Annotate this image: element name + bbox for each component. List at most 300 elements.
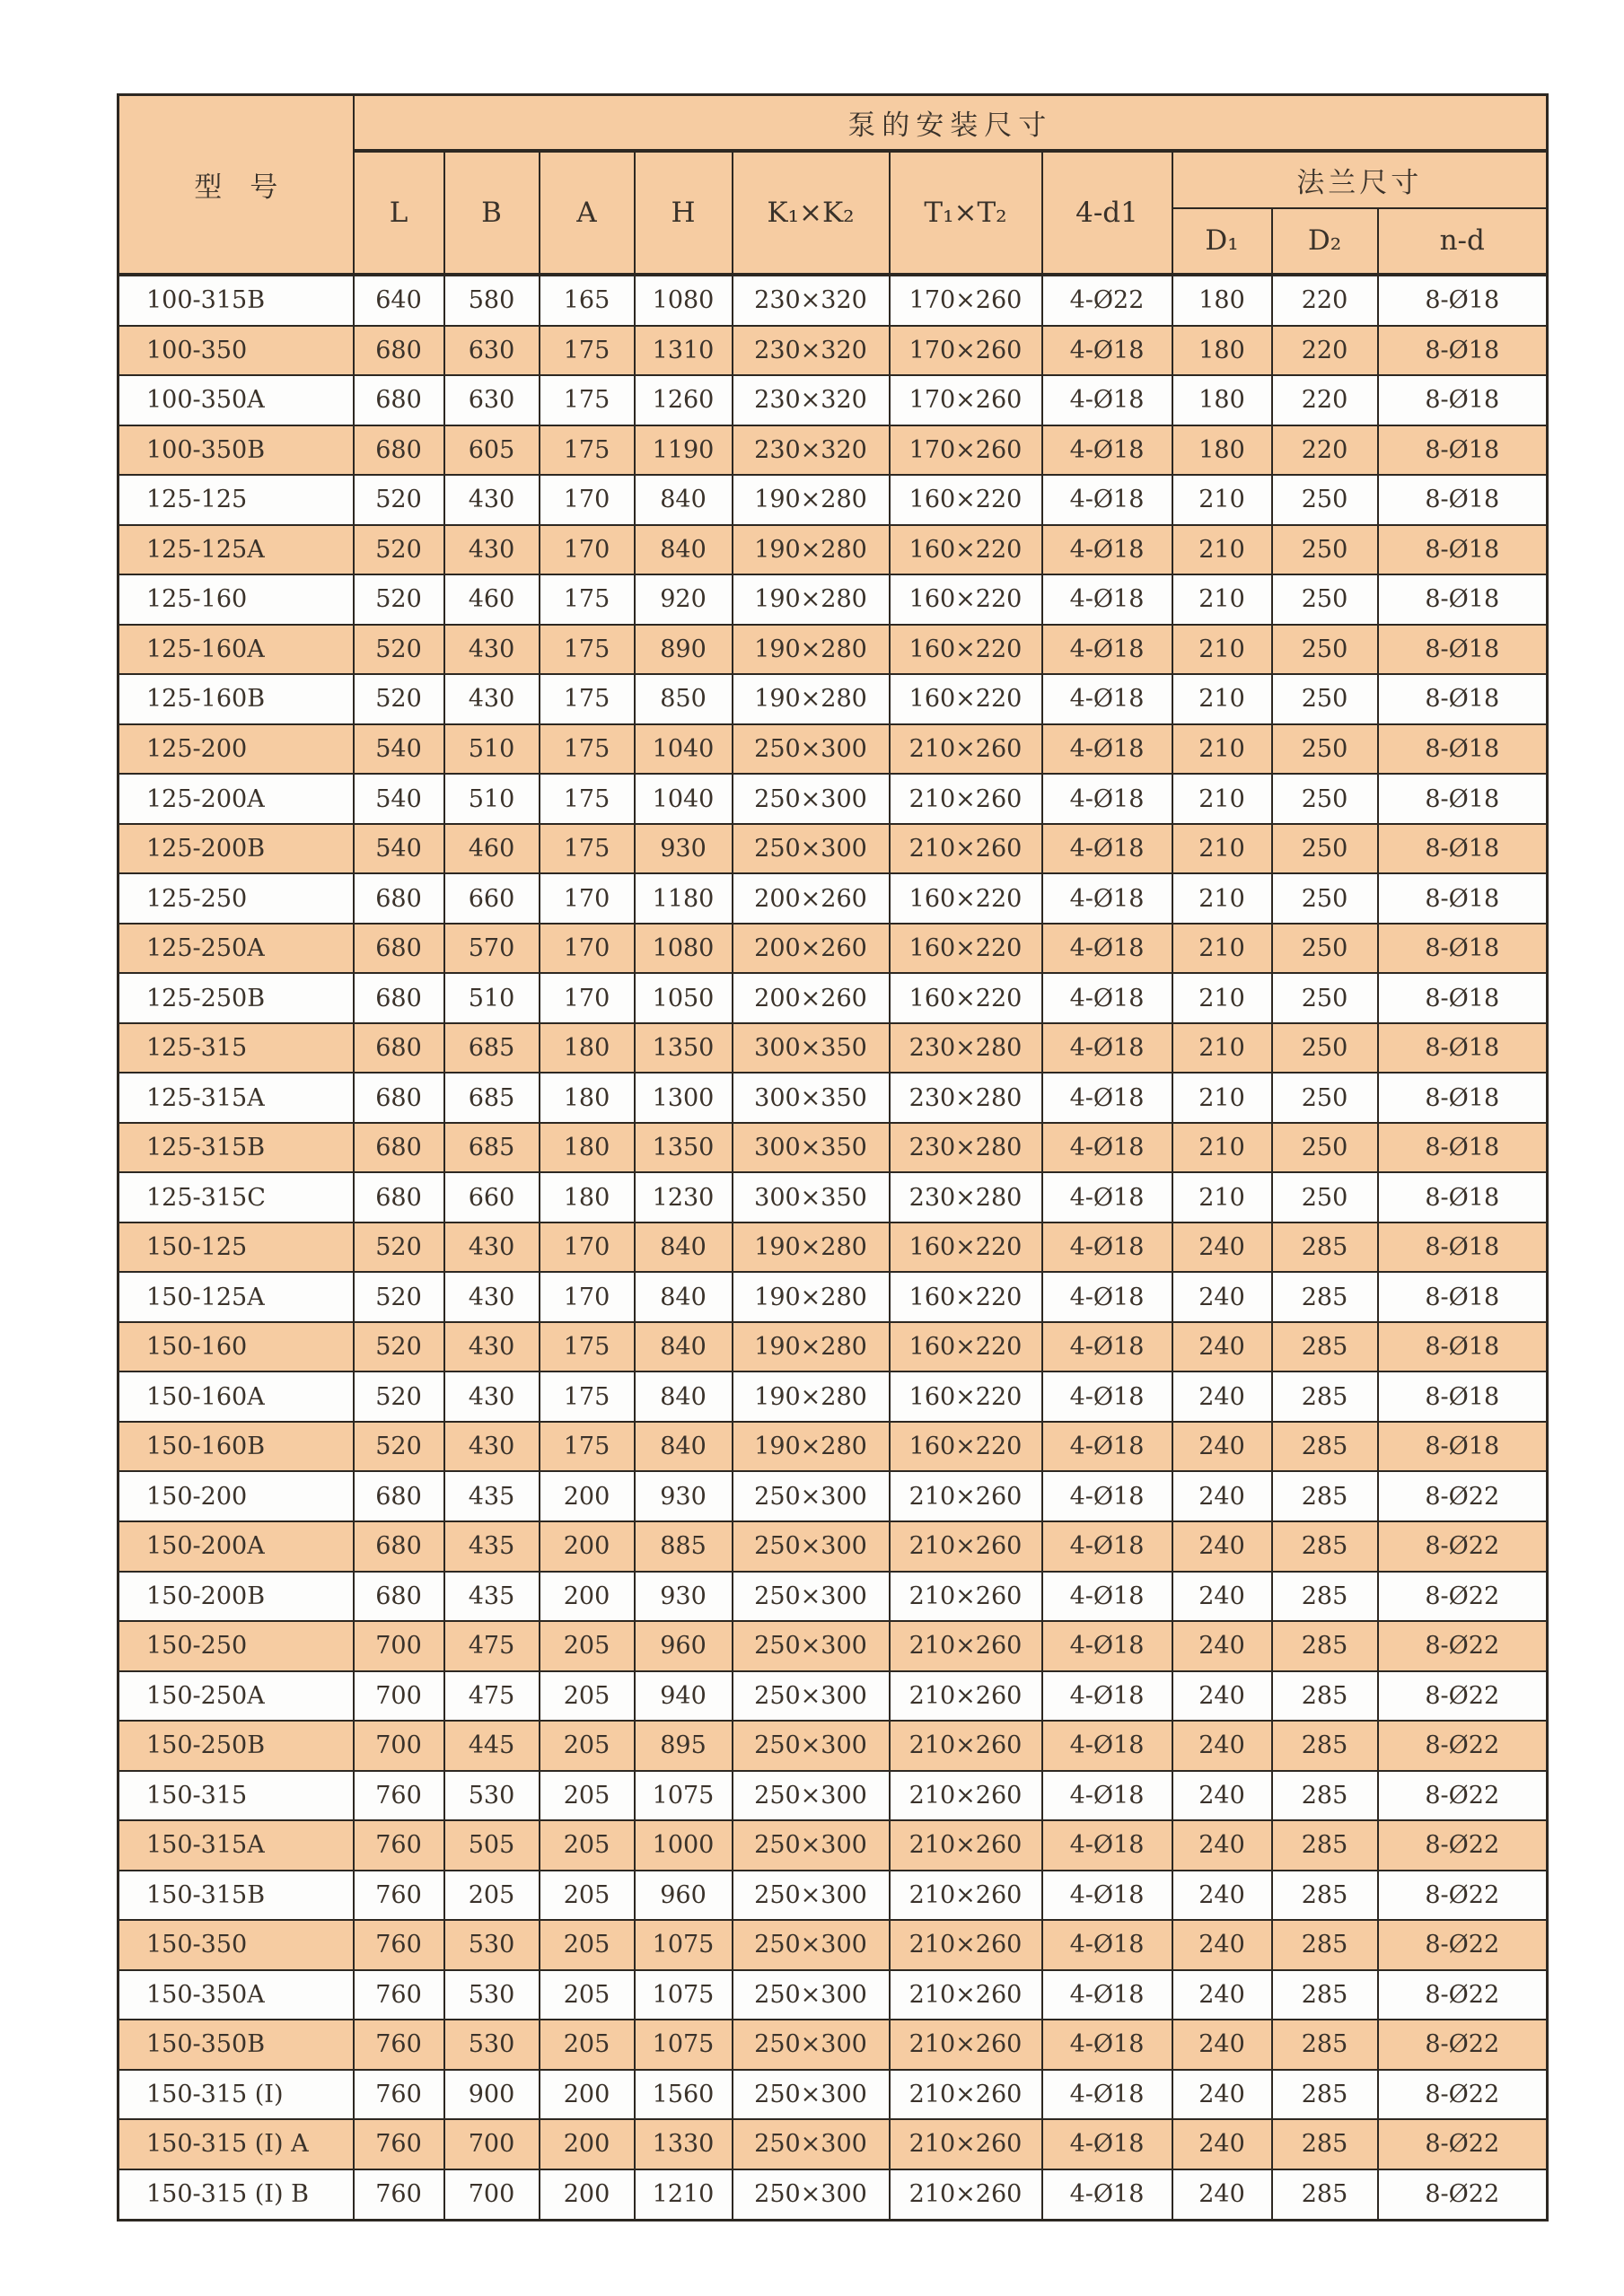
value-cell: 230×320 [733, 326, 890, 376]
value-cell: 8-Ø18 [1378, 1222, 1548, 1273]
value-cell: 300×350 [733, 1172, 890, 1222]
value-cell: 190×280 [733, 1422, 890, 1472]
value-cell: 210×260 [890, 1871, 1042, 1921]
value-cell: 510 [444, 774, 540, 824]
value-cell: 230×320 [733, 375, 890, 425]
header-col-T1xT2: T₁×T₂ [890, 151, 1042, 275]
value-cell: 8-Ø18 [1378, 1023, 1548, 1074]
value-cell: 4-Ø18 [1042, 1023, 1172, 1074]
value-cell: 240 [1172, 1572, 1272, 1622]
value-cell: 210×260 [890, 824, 1042, 874]
value-cell: 220 [1272, 375, 1378, 425]
value-cell: 680 [354, 326, 444, 376]
value-cell: 8-Ø18 [1378, 275, 1548, 326]
value-cell: 680 [354, 924, 444, 974]
value-cell: 430 [444, 674, 540, 724]
value-cell: 435 [444, 1572, 540, 1622]
value-cell: 170 [540, 1222, 635, 1273]
table-row [119, 674, 1548, 724]
value-cell: 4-Ø18 [1042, 1920, 1172, 1970]
value-cell: 760 [354, 2169, 444, 2221]
model-cell: 125-250 [119, 873, 354, 924]
value-cell: 680 [354, 1471, 444, 1521]
value-cell: 430 [444, 1422, 540, 1472]
value-cell: 605 [444, 425, 540, 476]
value-cell: 760 [354, 1920, 444, 1970]
value-cell: 200 [540, 1471, 635, 1521]
value-cell: 230×280 [890, 1023, 1042, 1074]
value-cell: 250 [1272, 1172, 1378, 1222]
value-cell: 1330 [635, 2119, 733, 2169]
value-cell: 4-Ø18 [1042, 1871, 1172, 1921]
value-cell: 430 [444, 1272, 540, 1322]
model-cell: 100-350A [119, 375, 354, 425]
value-cell: 1050 [635, 973, 733, 1023]
value-cell: 8-Ø18 [1378, 873, 1548, 924]
value-cell: 240 [1172, 1920, 1272, 1970]
value-cell: 840 [635, 1422, 733, 1472]
value-cell: 4-Ø18 [1042, 973, 1172, 1023]
header-col-K1xK2: K₁×K₂ [733, 151, 890, 275]
value-cell: 250×300 [733, 2169, 890, 2221]
value-cell: 4-Ø18 [1042, 475, 1172, 525]
value-cell: 4-Ø18 [1042, 1671, 1172, 1722]
table-row [119, 1572, 1548, 1622]
value-cell: 4-Ø18 [1042, 1322, 1172, 1372]
value-cell: 205 [444, 1871, 540, 1921]
table-row [119, 1023, 1548, 1074]
value-cell: 760 [354, 1970, 444, 2020]
value-cell: 840 [635, 1272, 733, 1322]
value-cell: 250 [1272, 973, 1378, 1023]
header-col-4-d1: 4-d1 [1042, 151, 1172, 275]
value-cell: 4-Ø18 [1042, 924, 1172, 974]
value-cell: 210×260 [890, 1970, 1042, 2020]
value-cell: 210 [1172, 724, 1272, 775]
value-cell: 680 [354, 1123, 444, 1173]
value-cell: 240 [1172, 1521, 1272, 1572]
value-cell: 540 [354, 824, 444, 874]
value-cell: 4-Ø18 [1042, 1172, 1172, 1222]
table-row [119, 1920, 1548, 1970]
value-cell: 1190 [635, 425, 733, 476]
value-cell: 430 [444, 1371, 540, 1422]
value-cell: 175 [540, 574, 635, 625]
table-row [119, 1073, 1548, 1123]
value-cell: 8-Ø22 [1378, 1970, 1548, 2020]
value-cell: 8-Ø18 [1378, 1371, 1548, 1422]
value-cell: 180 [1172, 375, 1272, 425]
value-cell: 4-Ø18 [1042, 1073, 1172, 1123]
value-cell: 240 [1172, 1970, 1272, 2020]
value-cell: 285 [1272, 1471, 1378, 1521]
value-cell: 210×260 [890, 2169, 1042, 2221]
value-cell: 240 [1172, 1272, 1272, 1322]
value-cell: 1260 [635, 375, 733, 425]
value-cell: 520 [354, 1272, 444, 1322]
value-cell: 210 [1172, 1123, 1272, 1173]
value-cell: 230×320 [733, 425, 890, 476]
value-cell: 210 [1172, 973, 1272, 1023]
value-cell: 180 [1172, 326, 1272, 376]
value-cell: 250 [1272, 674, 1378, 724]
value-cell: 8-Ø22 [1378, 1521, 1548, 1572]
model-cell: 150-125 [119, 1222, 354, 1273]
value-cell: 240 [1172, 1222, 1272, 1273]
value-cell: 4-Ø18 [1042, 674, 1172, 724]
value-cell: 240 [1172, 2020, 1272, 2070]
value-cell: 210 [1172, 625, 1272, 675]
value-cell: 285 [1272, 1572, 1378, 1622]
value-cell: 175 [540, 326, 635, 376]
value-cell: 240 [1172, 1422, 1272, 1472]
value-cell: 4-Ø18 [1042, 425, 1172, 476]
value-cell: 8-Ø18 [1378, 774, 1548, 824]
value-cell: 4-Ø18 [1042, 574, 1172, 625]
model-cell: 125-200 [119, 724, 354, 775]
value-cell: 8-Ø22 [1378, 1621, 1548, 1671]
table-row [119, 574, 1548, 625]
value-cell: 530 [444, 1771, 540, 1821]
value-cell: 175 [540, 674, 635, 724]
value-cell: 250×300 [733, 1572, 890, 1622]
value-cell: 200×260 [733, 873, 890, 924]
value-cell: 200×260 [733, 924, 890, 974]
value-cell: 285 [1272, 1621, 1378, 1671]
value-cell: 250×300 [733, 2070, 890, 2120]
value-cell: 190×280 [733, 674, 890, 724]
value-cell: 680 [354, 1073, 444, 1123]
table-row [119, 1671, 1548, 1722]
value-cell: 4-Ø18 [1042, 1572, 1172, 1622]
table-row [119, 1272, 1548, 1322]
value-cell: 840 [635, 1322, 733, 1372]
table-row [119, 1771, 1548, 1821]
table-row [119, 1521, 1548, 1572]
value-cell: 8-Ø22 [1378, 1471, 1548, 1521]
value-cell: 205 [540, 1871, 635, 1921]
table-row [119, 326, 1548, 376]
value-cell: 250×300 [733, 824, 890, 874]
value-cell: 930 [635, 1572, 733, 1622]
model-cell: 150-350B [119, 2020, 354, 2070]
table-row [119, 924, 1548, 974]
value-cell: 8-Ø22 [1378, 1871, 1548, 1921]
value-cell: 175 [540, 1322, 635, 1372]
model-cell: 125-315B [119, 1123, 354, 1173]
value-cell: 1350 [635, 1023, 733, 1074]
value-cell: 8-Ø18 [1378, 326, 1548, 376]
value-cell: 1080 [635, 924, 733, 974]
value-cell: 430 [444, 1322, 540, 1372]
value-cell: 840 [635, 1222, 733, 1273]
model-cell: 100-350 [119, 326, 354, 376]
header-row-1 [119, 95, 1548, 151]
value-cell: 240 [1172, 2070, 1272, 2120]
value-cell: 1300 [635, 1073, 733, 1123]
value-cell: 300×350 [733, 1073, 890, 1123]
model-cell: 150-160A [119, 1371, 354, 1422]
table-row [119, 1123, 1548, 1173]
value-cell: 4-Ø18 [1042, 2070, 1172, 2120]
value-cell: 210×260 [890, 1621, 1042, 1671]
value-cell: 180 [540, 1172, 635, 1222]
table-header [119, 95, 1548, 275]
value-cell: 250×300 [733, 1521, 890, 1572]
value-cell: 175 [540, 774, 635, 824]
value-cell: 285 [1272, 2119, 1378, 2169]
table-row [119, 475, 1548, 525]
value-cell: 180 [540, 1023, 635, 1074]
value-cell: 190×280 [733, 574, 890, 625]
value-cell: 250×300 [733, 1771, 890, 1821]
value-cell: 250 [1272, 724, 1378, 775]
value-cell: 160×220 [890, 574, 1042, 625]
value-cell: 630 [444, 375, 540, 425]
value-cell: 285 [1272, 2169, 1378, 2221]
model-cell: 125-250B [119, 973, 354, 1023]
value-cell: 210×260 [890, 724, 1042, 775]
value-cell: 530 [444, 1970, 540, 2020]
value-cell: 430 [444, 625, 540, 675]
value-cell: 895 [635, 1721, 733, 1771]
table-row [119, 724, 1548, 775]
value-cell: 8-Ø18 [1378, 625, 1548, 675]
value-cell: 160×220 [890, 525, 1042, 575]
value-cell: 220 [1272, 326, 1378, 376]
value-cell: 920 [635, 574, 733, 625]
value-cell: 230×280 [890, 1172, 1042, 1222]
table-row [119, 973, 1548, 1023]
header-flange-dimensions: 法兰尺寸 [1172, 151, 1548, 208]
value-cell: 175 [540, 1422, 635, 1472]
value-cell: 760 [354, 1871, 444, 1921]
value-cell: 175 [540, 375, 635, 425]
value-cell: 200 [540, 2169, 635, 2221]
table-row [119, 1970, 1548, 2020]
value-cell: 900 [444, 2070, 540, 2120]
value-cell: 680 [354, 973, 444, 1023]
table-row [119, 375, 1548, 425]
value-cell: 1075 [635, 1920, 733, 1970]
value-cell: 8-Ø18 [1378, 1272, 1548, 1322]
value-cell: 680 [354, 1572, 444, 1622]
value-cell: 250 [1272, 924, 1378, 974]
value-cell: 250 [1272, 525, 1378, 575]
value-cell: 160×220 [890, 1272, 1042, 1322]
value-cell: 210 [1172, 574, 1272, 625]
value-cell: 8-Ø18 [1378, 724, 1548, 775]
value-cell: 240 [1172, 2169, 1272, 2221]
value-cell: 190×280 [733, 525, 890, 575]
value-cell: 1075 [635, 1970, 733, 2020]
model-cell: 125-160 [119, 574, 354, 625]
value-cell: 1230 [635, 1172, 733, 1222]
table-row [119, 824, 1548, 874]
model-cell: 100-350B [119, 425, 354, 476]
value-cell: 4-Ø18 [1042, 1820, 1172, 1871]
value-cell: 250×300 [733, 1721, 890, 1771]
value-cell: 890 [635, 625, 733, 675]
value-cell: 205 [540, 1721, 635, 1771]
table-row [119, 525, 1548, 575]
model-cell: 125-125A [119, 525, 354, 575]
value-cell: 540 [354, 724, 444, 775]
value-cell: 700 [354, 1671, 444, 1722]
value-cell: 530 [444, 1920, 540, 1970]
value-cell: 210 [1172, 525, 1272, 575]
table-row [119, 1721, 1548, 1771]
value-cell: 220 [1272, 425, 1378, 476]
model-cell: 125-315A [119, 1073, 354, 1123]
value-cell: 1080 [635, 275, 733, 326]
value-cell: 445 [444, 1721, 540, 1771]
value-cell: 210×260 [890, 1721, 1042, 1771]
table-row [119, 275, 1548, 326]
value-cell: 160×220 [890, 973, 1042, 1023]
value-cell: 205 [540, 1970, 635, 2020]
value-cell: 4-Ø18 [1042, 774, 1172, 824]
value-cell: 680 [354, 425, 444, 476]
value-cell: 200×260 [733, 973, 890, 1023]
value-cell: 1075 [635, 2020, 733, 2070]
value-cell: 285 [1272, 1871, 1378, 1921]
model-cell: 150-250 [119, 1621, 354, 1671]
value-cell: 240 [1172, 1871, 1272, 1921]
value-cell: 285 [1272, 1222, 1378, 1273]
value-cell: 285 [1272, 1521, 1378, 1572]
value-cell: 930 [635, 1471, 733, 1521]
value-cell: 210 [1172, 1172, 1272, 1222]
header-col-A: A [540, 151, 635, 275]
value-cell: 285 [1272, 1771, 1378, 1821]
value-cell: 250 [1272, 1023, 1378, 1074]
value-cell: 4-Ø18 [1042, 873, 1172, 924]
value-cell: 160×220 [890, 1371, 1042, 1422]
value-cell: 680 [354, 375, 444, 425]
value-cell: 8-Ø18 [1378, 824, 1548, 874]
value-cell: 8-Ø18 [1378, 475, 1548, 525]
value-cell: 4-Ø22 [1042, 275, 1172, 326]
value-cell: 1210 [635, 2169, 733, 2221]
value-cell: 250 [1272, 1073, 1378, 1123]
value-cell: 8-Ø22 [1378, 2119, 1548, 2169]
value-cell: 680 [354, 1172, 444, 1222]
value-cell: 700 [354, 1721, 444, 1771]
value-cell: 240 [1172, 1371, 1272, 1422]
value-cell: 210 [1172, 924, 1272, 974]
value-cell: 210 [1172, 1073, 1272, 1123]
model-cell: 150-315 (I) [119, 2070, 354, 2120]
value-cell: 205 [540, 1920, 635, 1970]
value-cell: 540 [354, 774, 444, 824]
model-cell: 150-250B [119, 1721, 354, 1771]
value-cell: 205 [540, 1671, 635, 1722]
value-cell: 210 [1172, 873, 1272, 924]
value-cell: 4-Ø18 [1042, 1371, 1172, 1422]
value-cell: 230×320 [733, 275, 890, 326]
header-col-H: H [635, 151, 733, 275]
value-cell: 1075 [635, 1771, 733, 1821]
value-cell: 4-Ø18 [1042, 2169, 1172, 2221]
table-row [119, 1322, 1548, 1372]
table-body [119, 275, 1548, 2221]
value-cell: 475 [444, 1671, 540, 1722]
value-cell: 4-Ø18 [1042, 824, 1172, 874]
value-cell: 285 [1272, 1671, 1378, 1722]
value-cell: 250×300 [733, 2020, 890, 2070]
value-cell: 4-Ø18 [1042, 1422, 1172, 1472]
value-cell: 1310 [635, 326, 733, 376]
value-cell: 175 [540, 824, 635, 874]
value-cell: 210×260 [890, 2070, 1042, 2120]
model-cell: 150-250A [119, 1671, 354, 1722]
table-row [119, 1371, 1548, 1422]
model-cell: 150-200 [119, 1471, 354, 1521]
model-cell: 125-250A [119, 924, 354, 974]
value-cell: 8-Ø18 [1378, 1073, 1548, 1123]
value-cell: 430 [444, 1222, 540, 1273]
value-cell: 240 [1172, 1820, 1272, 1871]
value-cell: 1040 [635, 774, 733, 824]
value-cell: 180 [1172, 425, 1272, 476]
value-cell: 190×280 [733, 625, 890, 675]
model-cell: 150-315 [119, 1771, 354, 1821]
value-cell: 170×260 [890, 375, 1042, 425]
value-cell: 8-Ø18 [1378, 375, 1548, 425]
value-cell: 680 [354, 873, 444, 924]
value-cell: 435 [444, 1521, 540, 1572]
value-cell: 250 [1272, 574, 1378, 625]
value-cell: 4-Ø18 [1042, 724, 1172, 775]
value-cell: 170 [540, 924, 635, 974]
value-cell: 930 [635, 824, 733, 874]
value-cell: 250×300 [733, 1621, 890, 1671]
value-cell: 430 [444, 525, 540, 575]
value-cell: 4-Ø18 [1042, 1621, 1172, 1671]
value-cell: 190×280 [733, 1371, 890, 1422]
value-cell: 160×220 [890, 475, 1042, 525]
model-cell: 125-160B [119, 674, 354, 724]
value-cell: 210×260 [890, 1521, 1042, 1572]
value-cell: 160×220 [890, 1222, 1042, 1273]
value-cell: 190×280 [733, 1272, 890, 1322]
value-cell: 250 [1272, 774, 1378, 824]
value-cell: 8-Ø22 [1378, 1721, 1548, 1771]
value-cell: 240 [1172, 1671, 1272, 1722]
value-cell: 210×260 [890, 1471, 1042, 1521]
table-row [119, 1820, 1548, 1871]
model-cell: 100-315B [119, 275, 354, 326]
value-cell: 160×220 [890, 873, 1042, 924]
table-row [119, 1471, 1548, 1521]
value-cell: 1180 [635, 873, 733, 924]
value-cell: 160×220 [890, 1322, 1042, 1372]
value-cell: 685 [444, 1023, 540, 1074]
value-cell: 210×260 [890, 1572, 1042, 1622]
model-cell: 150-350 [119, 1920, 354, 1970]
value-cell: 180 [540, 1123, 635, 1173]
value-cell: 630 [444, 326, 540, 376]
value-cell: 170 [540, 475, 635, 525]
value-cell: 8-Ø18 [1378, 973, 1548, 1023]
value-cell: 520 [354, 475, 444, 525]
value-cell: 520 [354, 1371, 444, 1422]
model-cell: 125-315C [119, 1172, 354, 1222]
value-cell: 680 [354, 1521, 444, 1572]
value-cell: 250×300 [733, 774, 890, 824]
table-row [119, 2070, 1548, 2120]
